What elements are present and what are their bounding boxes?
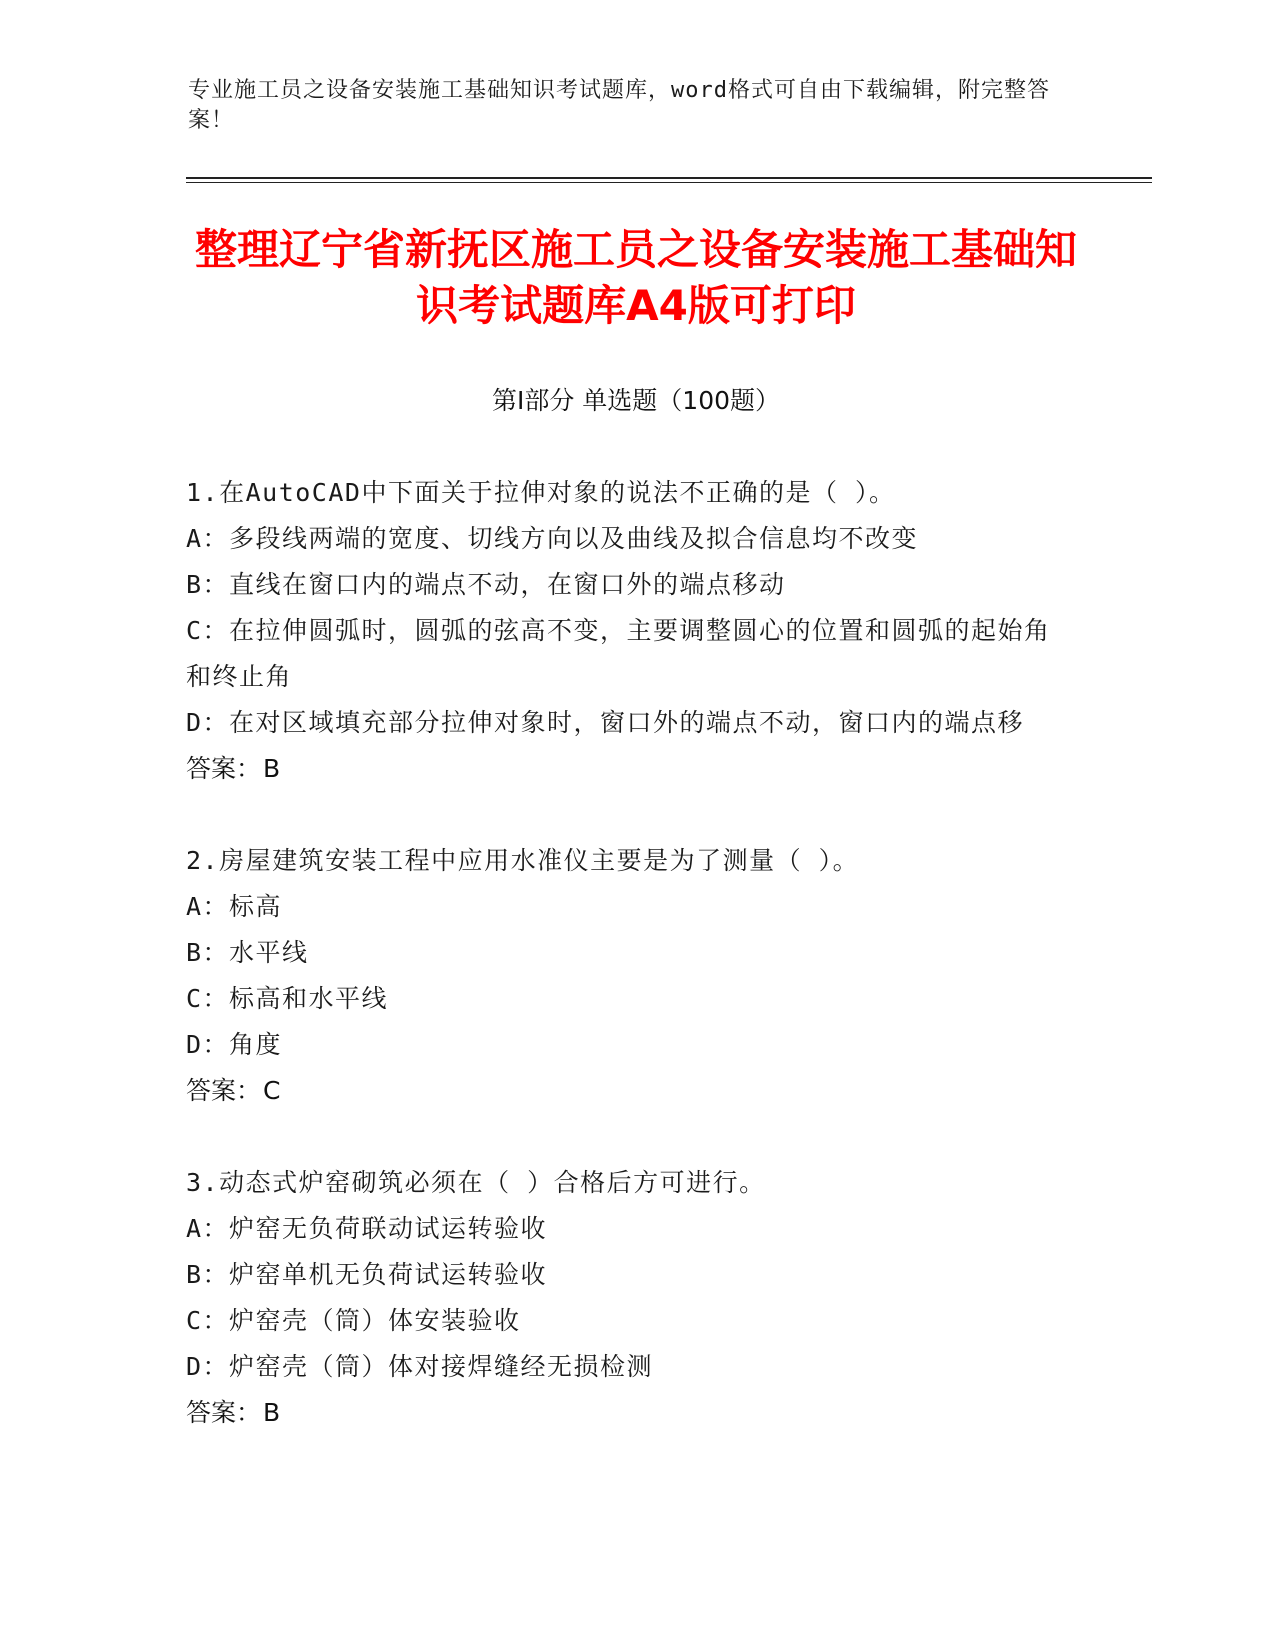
question-text: 2.房屋建筑安装工程中应用水准仪主要是为了测量（ ）。 — [186, 846, 860, 875]
option-b: B：水平线 — [186, 938, 309, 967]
option-a: A：炉窑无负荷联动试运转验收 — [186, 1214, 548, 1243]
option-c: C：炉窑壳（筒）体安装验收 — [186, 1306, 521, 1335]
header-divider-thin — [186, 182, 1152, 183]
option-d: D：在对区域填充部分拉伸对象时，窗口外的端点不动，窗口内的端点移 — [186, 708, 1025, 737]
question-text: 1.在AutoCAD中下面关于拉伸对象的说法不正确的是（ ）。 — [186, 478, 896, 507]
option-c: C：标高和水平线 — [186, 984, 389, 1013]
option-b: B：直线在窗口内的端点不动，在窗口外的端点移动 — [186, 570, 786, 599]
answer-line — [186, 1390, 1066, 1436]
option-a: A：标高 — [186, 892, 283, 921]
question-text: 3.动态式炉窑砌筑必须在（ ）合格后方可进行。 — [186, 1168, 766, 1197]
answer-label: 答案： — [186, 1398, 262, 1427]
question-3 — [186, 1160, 1066, 1436]
question-list — [186, 470, 1066, 1482]
option-b: B：炉窑单机无负荷试运转验收 — [186, 1260, 548, 1289]
answer-line — [186, 1068, 1066, 1114]
option-d: D：炉窑壳（筒）体对接焊缝经无损检测 — [186, 1352, 654, 1381]
answer-value: B — [263, 1398, 281, 1427]
answer-value: B — [263, 754, 281, 783]
answer-line — [186, 746, 1066, 792]
answer-label: 答案： — [186, 754, 262, 783]
answer-label: 答案： — [186, 1076, 262, 1105]
document-title: 整理辽宁省新抚区施工员之设备安装施工基础知识考试题库A4版可打印 — [194, 225, 1077, 330]
option-d: D：角度 — [186, 1030, 283, 1059]
option-c: C：在拉伸圆弧时，圆弧的弦高不变，主要调整圆心的位置和圆弧的起始角和终止角 — [186, 616, 1051, 691]
option-a: A：多段线两端的宽度、切线方向以及曲线及拟合信息均不改变 — [186, 524, 919, 553]
header-divider — [186, 177, 1152, 179]
section-heading: 第Ⅰ部分 单选题（100题） — [491, 386, 781, 415]
question-2 — [186, 838, 1066, 1114]
answer-value: C — [263, 1076, 281, 1105]
question-1 — [186, 470, 1066, 792]
header-note: 专业施工员之设备安装施工基础知识考试题库，word格式可自由下载编辑，附完整答案！ — [188, 78, 1050, 133]
